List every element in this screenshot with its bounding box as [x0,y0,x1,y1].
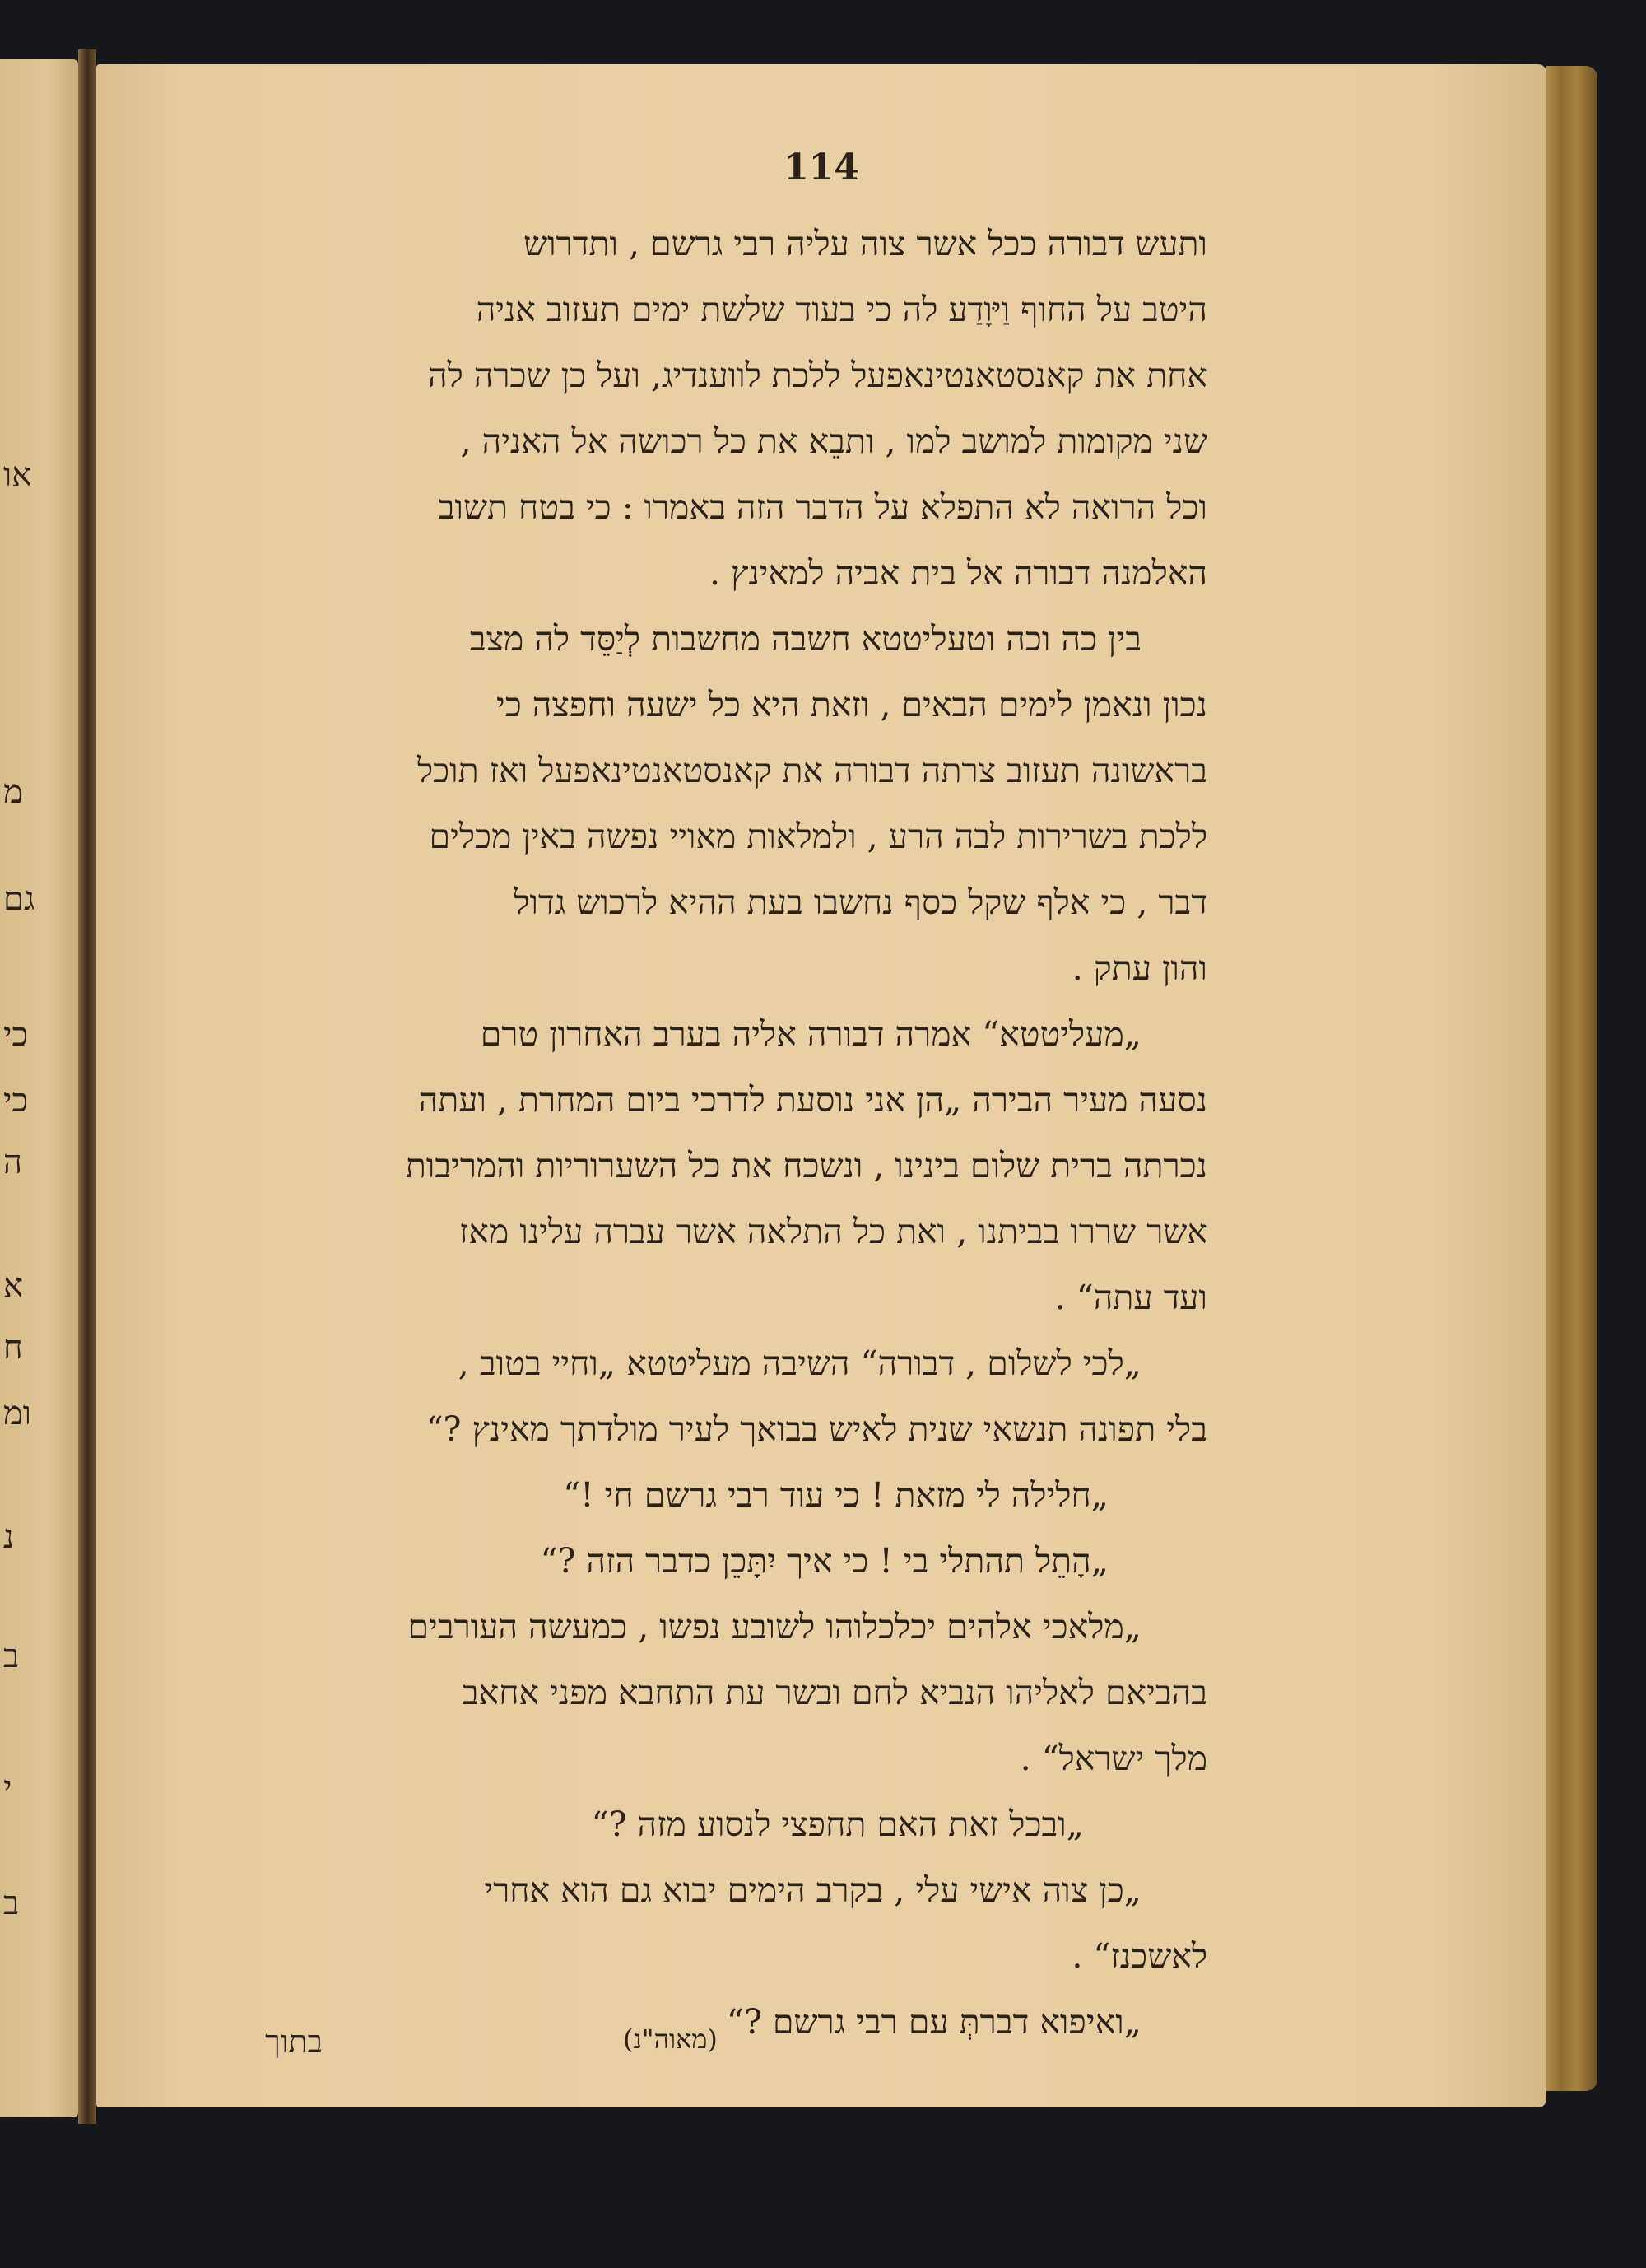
text-line: וכל הרואה לא התפלא על הדבר הזה באמרו : כי בטח תשוב [438,487,1207,527]
text-line: ועד עתה“ . [1054,1278,1207,1317]
text-line: ללכת בשרירות לבה הרע , ולמלאות מאויי נפשה באין מכלים [429,817,1207,856]
book-page [96,64,1546,2107]
text-line: מלך ישראל“ . [1020,1739,1207,1778]
text-line: „חלילה לי מזאת ! כי עוד רבי גרשם חי !“ [563,1475,1109,1515]
text-line: האלמנה דבורה אל בית אביה למאינץ . [709,553,1207,593]
text-line: והון עתק . [1072,948,1207,988]
left-page-fragment: י [3,1772,12,1805]
text-line: נכון ונאמן לימים הבאים , וזאת היא כל ישעה וחפצה כי [495,685,1207,724]
text-line: לאשכנז“ . [1072,1936,1207,1976]
left-page-fragment: ומ [3,1397,31,1430]
text-line: „מלאכי אלהים יכלכלוהו לשובע נפשו , כמעשה העורבים [407,1607,1142,1646]
text-line: „כן צוה אישי עלי , בקרב הימים יבוא גם הוא אחרי [484,1870,1142,1910]
left-page-fragment: או [3,459,32,491]
left-page-fragment: גם [3,883,35,915]
printer-signature: (מאוה"נ) [623,2024,718,2055]
page-body [154,211,1207,2055]
left-page-fragment: ב [3,1887,20,1920]
text-line: „ובכל זאת האם תחפצי לנסוע מזה ?“ [591,1805,1084,1844]
text-line: בהביאם לאליהו הנביא לחם ובשר עת התחבא מפני אחאב [462,1673,1207,1712]
page-number: 114 [783,147,859,189]
text-line: „מעליטטא“ אמרה דבורה אליה בערב האחרון טרם [480,1014,1142,1054]
text-line: נכרתה ברית שלום בינינו , ונשכח את כל השערוריות והמריבות [405,1146,1207,1185]
previous-page-edge [0,59,78,2117]
text-line: בראשונה תעזוב צרתה דבורה את קאנסטאנטינאפעל ואז תוכל [416,751,1207,790]
text-line: בין כה וכה וטעליטטא חשבה מחשבות לְיַסֵּד לה מצב [469,619,1142,659]
text-line: „ואיפוא דברתְּ עם רבי גרשם ?“ [726,2002,1142,2042]
text-line: דבר , כי אלף שקל כסף נחשבו בעת ההיא לרכוש גדול [514,883,1207,922]
left-page-fragment: ב [3,1640,20,1673]
text-line: „הָתֵל תהתלי בי ! כי איך יִתָּכֵן כדבר הזה ?“ [540,1541,1109,1581]
left-page-fragment: ה [3,1146,23,1179]
text-line: שני מקומות למושב למו , ותבֵא את כל רכושה אל האניה , [460,421,1207,461]
page-footer [96,2024,1546,2073]
left-page-fragment: מ [3,775,23,808]
left-page-fragment: נ [3,1521,15,1553]
left-page-fragment: כי [3,1084,29,1117]
page-block-edge [1546,66,1597,2091]
text-line: בלי תפונה תנשאי שנית לאיש בבואך לעיר מולדתך מאינץ ?“ [425,1409,1207,1449]
text-line: נסעה מעיר הבירה „הן אני נוסעת לדרכי ביום המחרת , ועתה [418,1080,1207,1120]
left-page-fragment: כי [3,1018,29,1051]
book-gutter [78,49,96,2124]
left-page-fragment: א [3,1269,24,1302]
text-line: ותעש דבורה ככל אשר צוה עליה רבי גרשם , ותדרוש [523,224,1207,263]
text-line: היטב על החוף וַיּוָדַע לה כי בעוד שלשת ימים תעזוב אניה [476,290,1207,329]
text-line: אשר שררו בביתנו , ואת כל התלאה אשר עברה עלינו מאז [458,1212,1207,1251]
text-line: אחת את קאנסטאנטינאפעל ללכת לווענדיג, ועל כן שכרה לה [427,356,1207,395]
text-line: „לכי לשלום , דבורה“ השיבה מעליטטא „וחיי בטוב , [458,1344,1142,1383]
left-page-fragment: ח [3,1331,23,1364]
catchword: בתוך [265,2024,323,2060]
